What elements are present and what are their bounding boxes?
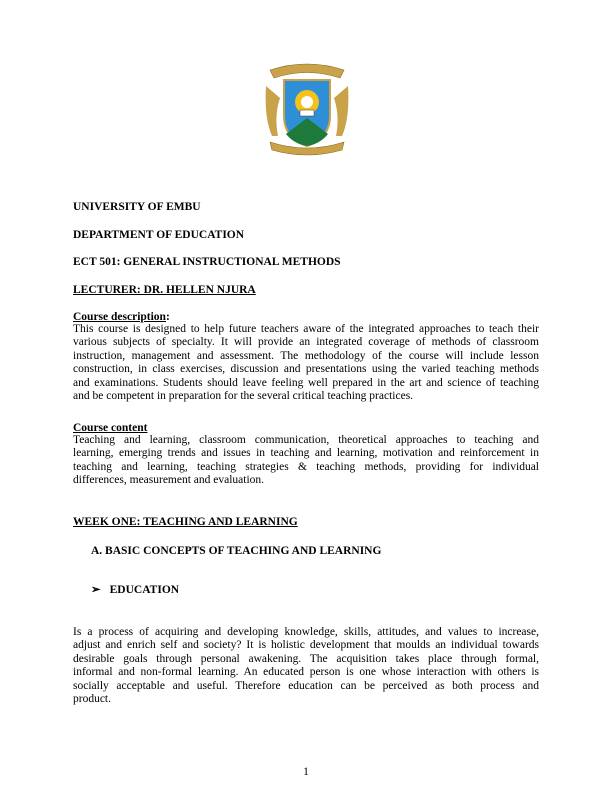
education-subheading [91, 584, 531, 597]
heading-colon: : [165, 311, 170, 323]
arrow-bullet-icon: ➢ [91, 584, 101, 596]
paragraph-line: and examinations. Students should leave feeling well prepared in the art and science of teaching [73, 376, 539, 389]
course-content-paragraph [73, 434, 539, 488]
course-title: ECT 501: GENERAL INSTRUCTIONAL METHODS [73, 256, 341, 268]
paragraph-line: various subjects of specialty. It will provide an integrated coverage of methods of classroom [73, 336, 539, 349]
paragraph-line: adjust and enrich self and society? It is holistic development that moulds an individual towards [73, 639, 539, 652]
university-crest-logo [262, 58, 352, 158]
section-a-heading: A. BASIC CONCEPTS OF TEACHING AND LEARNING [91, 545, 382, 557]
education-subheading-text: EDUCATION [109, 584, 180, 596]
course-description-heading-text: Course description [73, 311, 166, 323]
course-content-heading: Course content [73, 422, 148, 434]
paragraph-line: learning, emerging trends and issues in teaching and learning, motivation and reinforcement in [73, 447, 539, 460]
paragraph-line: desirable goals through personal awakening. The acquisition takes place through formal, [73, 652, 539, 665]
paragraph-line: This course is designed to help future teachers aware of the integrated approaches to teach their [73, 323, 539, 335]
university-name: UNIVERSITY OF EMBU [73, 201, 201, 213]
paragraph-line: construction, in class exercises, discussion and presentations using the varied teaching methods [73, 363, 539, 376]
course-description-paragraph [73, 323, 539, 403]
paragraph-line: instruction, management and assessment. The methodology of the course will include lesson [73, 349, 539, 362]
paragraph-line: Teaching and learning, classroom communication, theoretical approaches to teaching and [73, 434, 539, 446]
week-one-heading: WEEK ONE: TEACHING AND LEARNING [73, 516, 298, 528]
lecturer-name: LECTURER: DR. HELLEN NJURA [73, 284, 256, 296]
paragraph-line: Is a process of acquiring and developing knowledge, skills, attitudes, and values to increase, [73, 626, 539, 638]
department-name: DEPARTMENT OF EDUCATION [73, 229, 245, 241]
education-paragraph [73, 626, 539, 706]
paragraph-line: product. [73, 693, 112, 706]
paragraph-line: and be competent in preparation for the several critical teaching practices. [73, 390, 414, 403]
paragraph-line: socially acceptable and useful. Therefore education can be perceived as both process and [73, 679, 539, 692]
page-number: 1 [303, 766, 309, 778]
paragraph-line: teaching and learning, teaching strategies & teaching methods, providing for individual [73, 460, 539, 473]
paragraph-line: informal and non-formal learning. An educated person is one whose interaction with others is [73, 666, 539, 679]
paragraph-line: differences, measurement and evaluation. [73, 474, 265, 487]
